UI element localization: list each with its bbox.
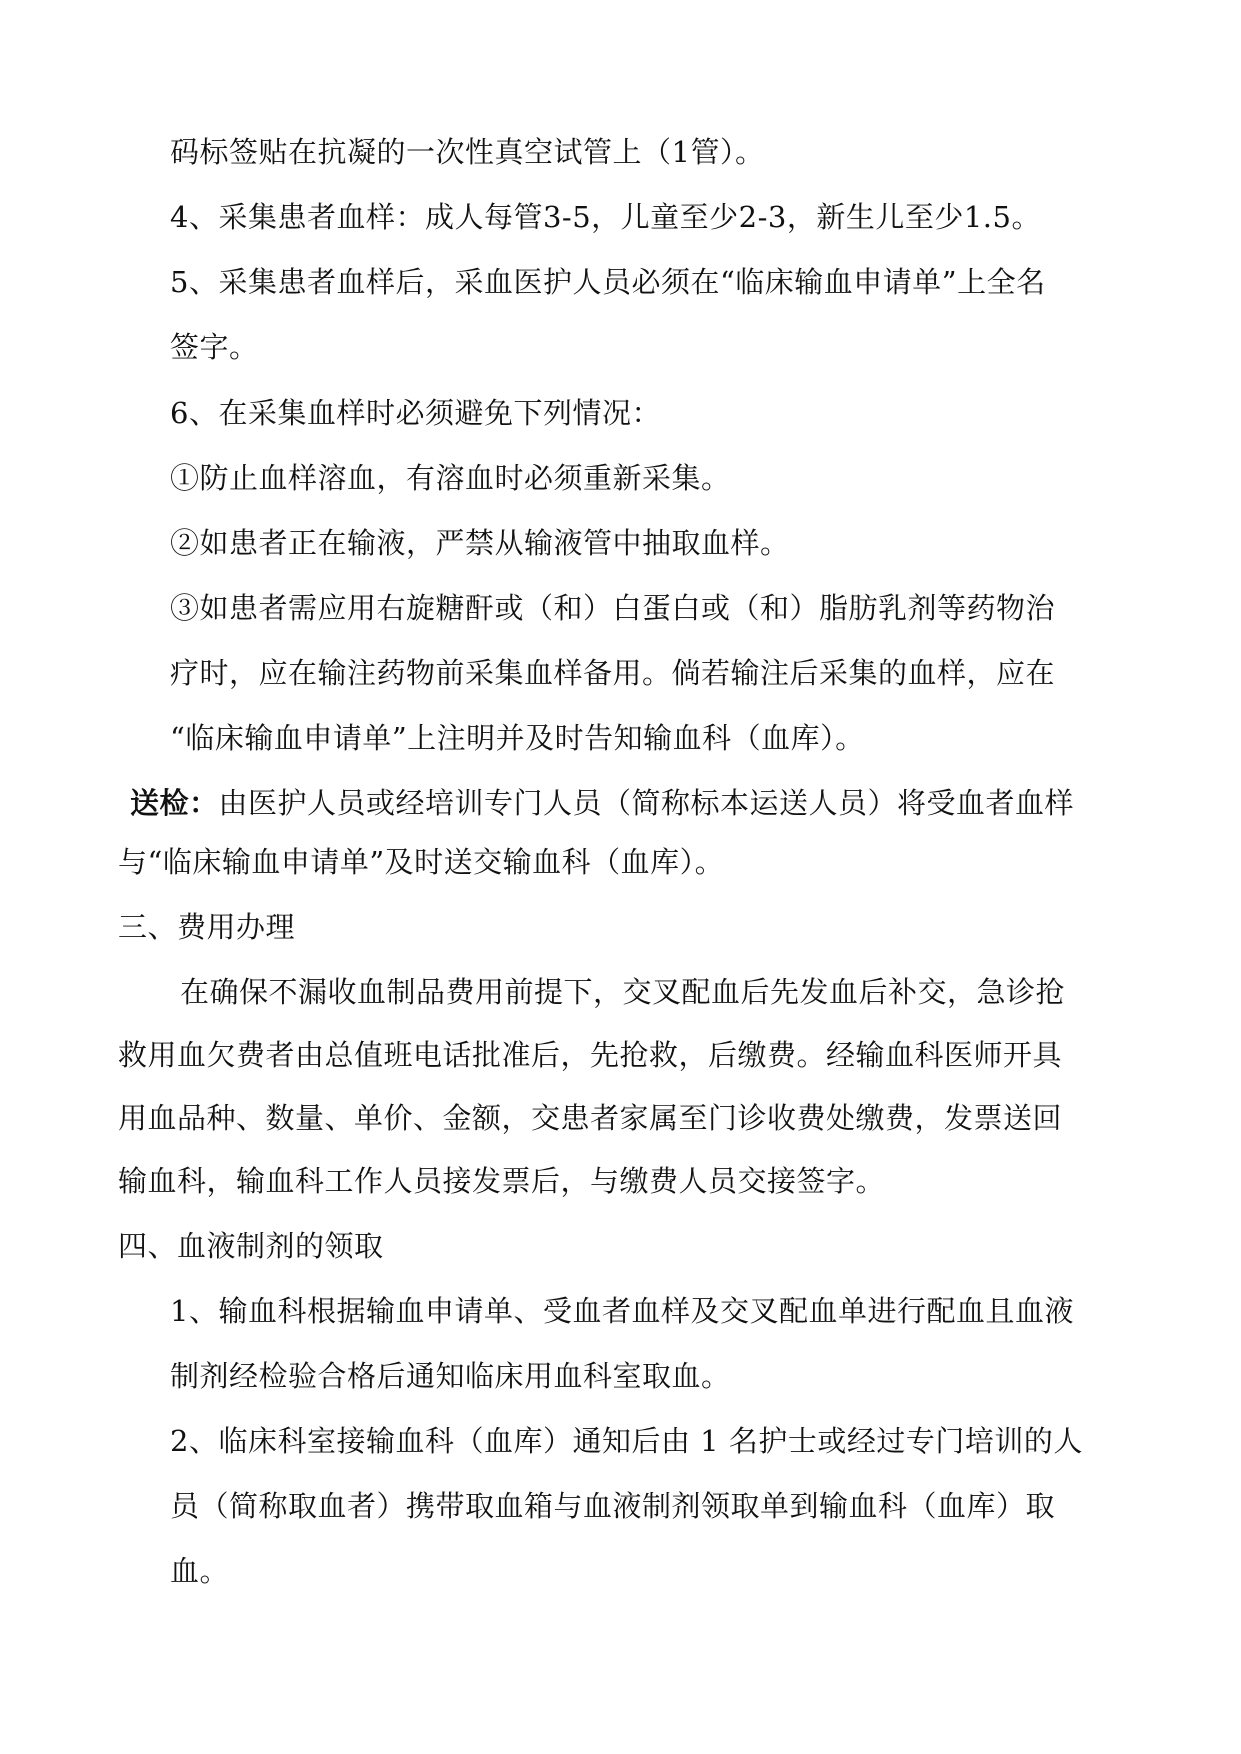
text-line: 制剂经检验合格后通知临床用血科室取血。 xyxy=(170,1359,731,1393)
text-line: 血。 xyxy=(170,1554,230,1588)
text-line: 5、采集患者血样后，采血医护人员必须在“临床输血申请单”上全名 xyxy=(170,265,1046,299)
text-line: 与“临床输血申请单”及时送交输血科（血库）。 xyxy=(118,845,725,879)
text-line: 2、临床科室接输血科（血库）通知后由 1 名护士或经过专门培训的人 xyxy=(170,1424,1083,1458)
section-text: 由医护人员或经培训专门人员（简称标本运送人员）将受血者血样 xyxy=(218,786,1075,820)
text-line: 用血品种、数量、单价、金额，交患者家属至门诊收费处缴费，发票送回 xyxy=(118,1101,1063,1135)
text-line: 码标签贴在抗凝的一次性真空试管上（1管）。 xyxy=(170,135,765,169)
text-line: ③如患者需应用右旋糖酐或（和）白蛋白或（和）脂肪乳剂等药物治 xyxy=(170,591,1056,625)
text-line: 救用血欠费者由总值班电话批准后，先抢救，后缴费。经输血科医师开具 xyxy=(118,1038,1063,1072)
text-line: 1、输血科根据输血申请单、受血者血样及交叉配血单进行配血且血液 xyxy=(170,1294,1074,1328)
text-line: ①防止血样溶血，有溶血时必须重新采集。 xyxy=(170,461,731,495)
section-label: 送检： xyxy=(130,786,219,820)
text-line: ②如患者正在输液，严禁从输液管中抽取血样。 xyxy=(170,526,790,560)
text-line: 签字。 xyxy=(170,330,259,364)
text-line: 员（简称取血者）携带取血箱与血液制剂领取单到输血科（血库）取 xyxy=(170,1489,1056,1523)
text-line xyxy=(130,783,1074,823)
text-line: 在确保不漏收血制品费用前提下，交叉配血后先发血后补交，急诊抢 xyxy=(180,975,1066,1009)
text-line: 6、在采集血样时必须避免下列情况： xyxy=(170,396,661,430)
text-line: 疗时，应在输注药物前采集血样备用。倘若输注后采集的血样，应在 xyxy=(170,656,1056,690)
section-heading: 四、血液制剂的领取 xyxy=(118,1229,384,1263)
text-line: 输血科，输血科工作人员接发票后，与缴费人员交接签字。 xyxy=(118,1164,886,1198)
text-line: “临床输血申请单”上注明并及时告知输血科（血库）。 xyxy=(170,721,865,755)
text-line: 4、采集患者血样：成人每管3-5，儿童至少2-3，新生儿至少1.5。 xyxy=(170,200,1041,234)
section-heading: 三、费用办理 xyxy=(118,910,296,944)
